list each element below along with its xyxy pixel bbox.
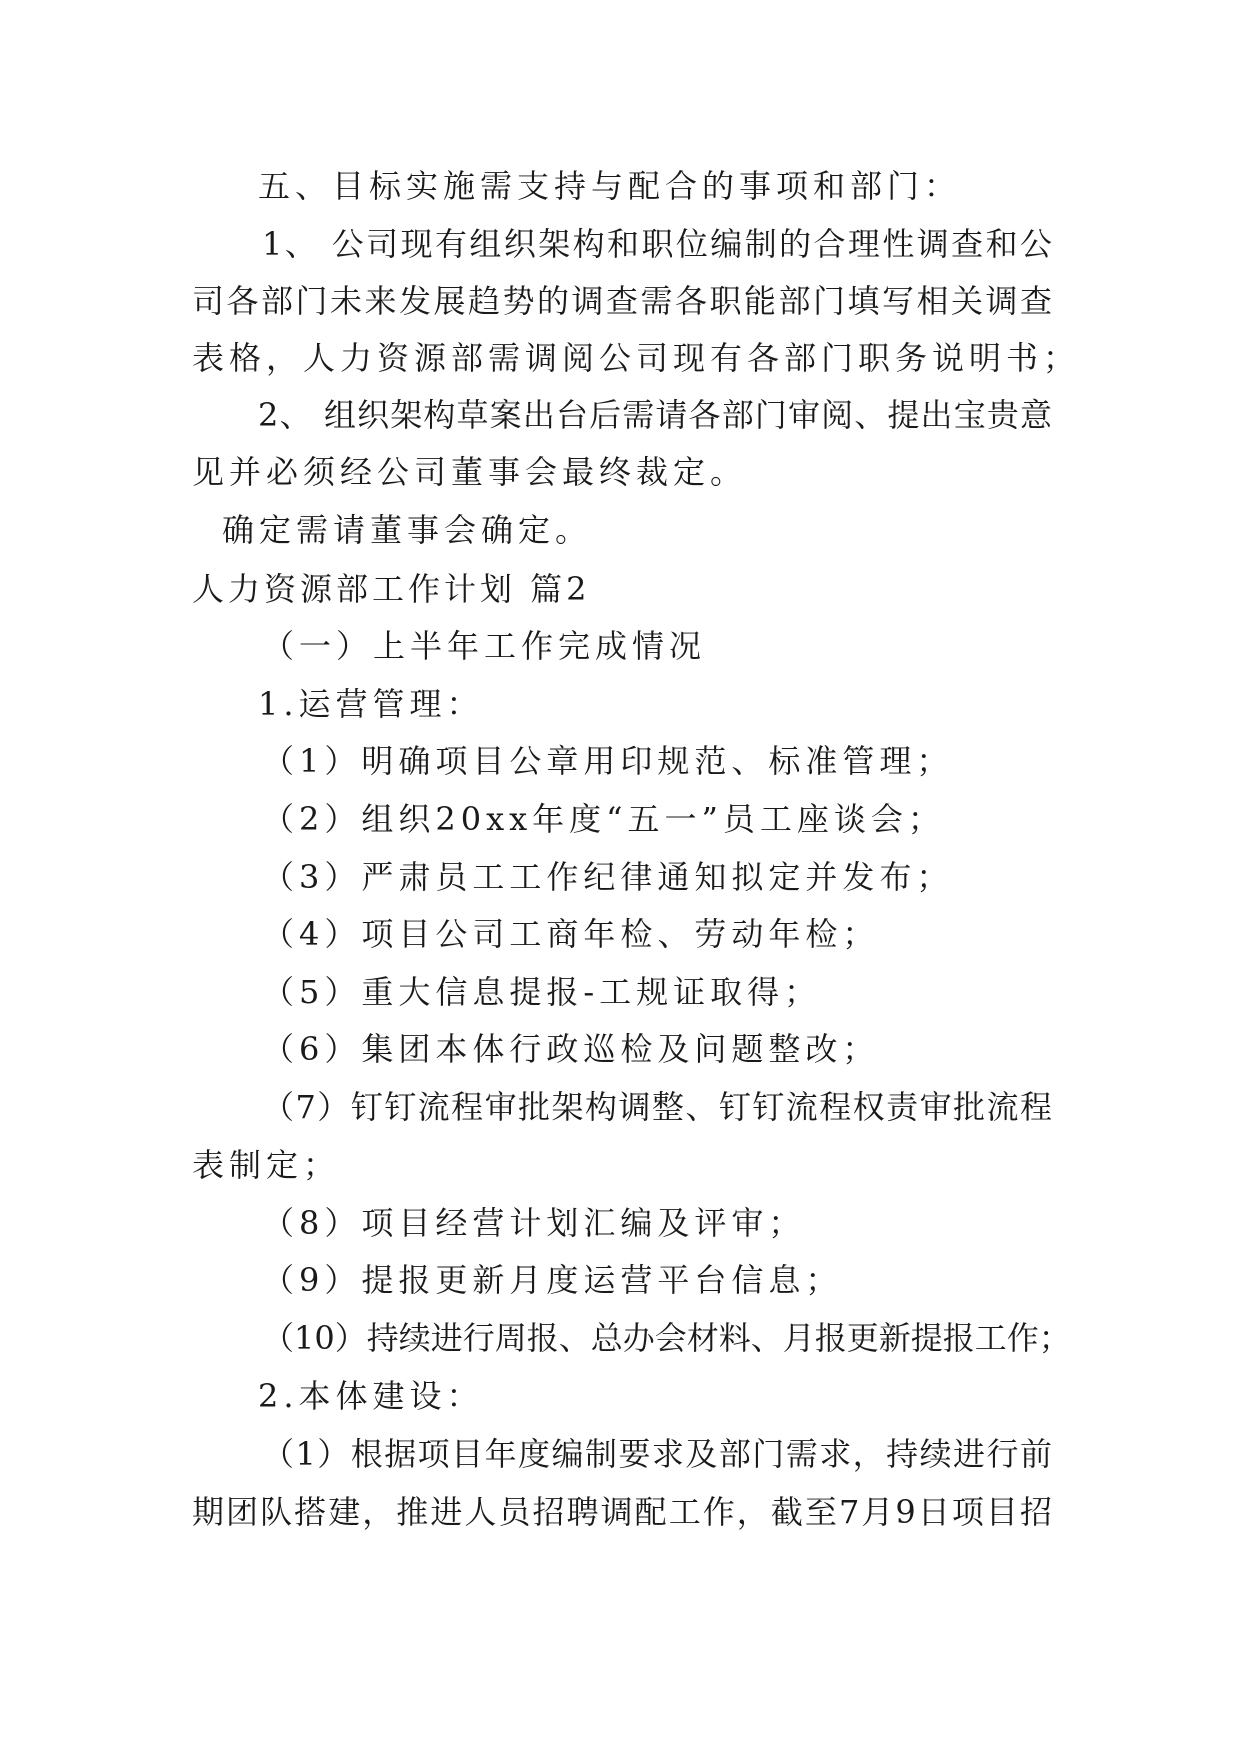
- list-item: （10）持续进行周报、总办会材料、月报更新提报工作；: [262, 1319, 1071, 1357]
- list-item-continuation: 表制定；: [192, 1146, 341, 1184]
- list-item: （5）重大信息提报-工规证取得；: [262, 973, 822, 1011]
- list-item: （9）提报更新月度运营平台信息；: [262, 1261, 843, 1299]
- section-heading-5: 五、目标实施需支持与配合的事项和部门：: [258, 167, 962, 205]
- document-title: 人力资源部工作计划 篇2: [192, 570, 591, 608]
- list-item-continuation: 期团队搭建，推进人员招聘调配工作，截至7月9日项目招: [192, 1493, 1052, 1531]
- list-item: （6）集团本体行政巡检及问题整改；: [262, 1030, 880, 1068]
- paragraph-line: 表格，人力资源部需调阅公司现有各部门职务说明书；: [192, 339, 1081, 377]
- paragraph-line: 见并必须经公司董事会最终裁定。: [192, 453, 748, 491]
- paragraph-line: 2、 组织架构草案出台后需请各部门审阅、提出宝贵意: [258, 396, 1052, 434]
- list-item: （1）明确项目公章用印规范、标准管理；: [262, 742, 954, 780]
- list-item: （2）组织20xx年度“五一”员工座谈会；: [262, 800, 945, 838]
- paragraph-line: 司各部门未来发展趋势的调查需各职能部门填写相关调查: [192, 282, 1052, 320]
- list-item: （3）严肃员工工作纪律通知拟定并发布；: [262, 858, 954, 896]
- list-item: （7）钉钉流程审批架构调整、钉钉流程权责审批流程: [262, 1088, 1052, 1126]
- list-item: （1）根据项目年度编制要求及部门需求，持续进行前: [262, 1435, 1052, 1473]
- paragraph-line: 确定需请董事会确定。: [222, 511, 593, 549]
- list-item: （8）项目经营计划汇编及评审；: [262, 1204, 806, 1242]
- paragraph-line: 1、 公司现有组织架构和职位编制的合理性调查和公: [262, 225, 1052, 263]
- list-heading: 1.运营管理：: [258, 685, 484, 723]
- list-item: （4）项目公司工商年检、劳动年检；: [262, 915, 880, 953]
- subsection-heading: （一）上半年工作完成情况: [262, 627, 707, 665]
- list-heading: 2.本体建设：: [258, 1377, 484, 1415]
